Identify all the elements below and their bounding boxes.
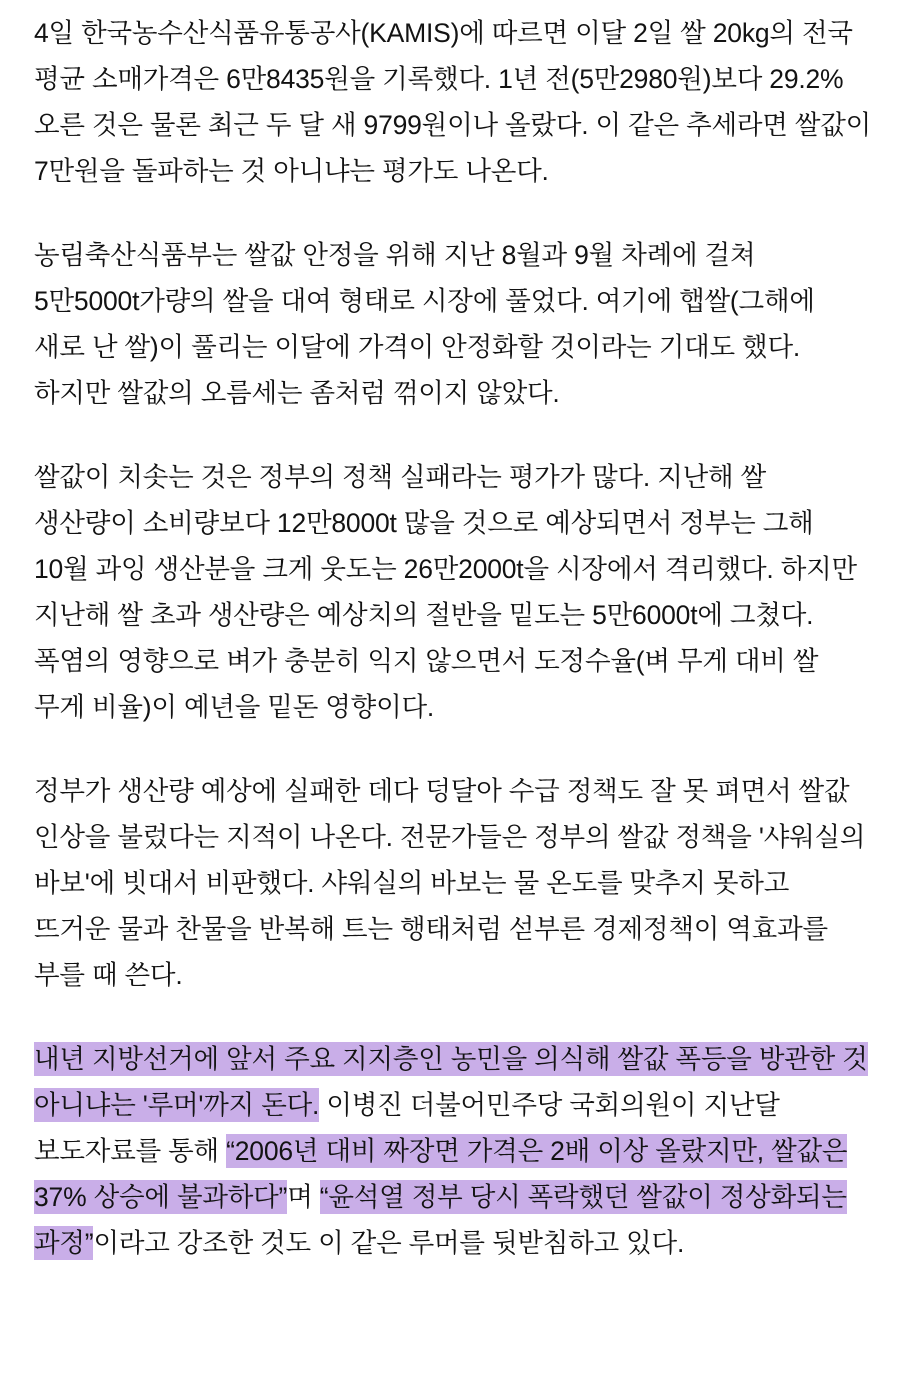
paragraph-text: 4일 한국농수산식품유통공사(KAMIS)에 따르면 이달 2일 쌀 20kg의 전국 평균 소매가격은 6만8435원을 기록했다. 1년 전(5만2980원)보다 29.2% 오른 것은 물론 최근 두 달 새 9799원이나 올랐다. 이 같은 추세라면 쌀값이 7만원을 돌파하는 것 아니냐는 평가도 나온다. [34,18,872,186]
highlighted-text[interactable]: “윤석열 정부 당시 폭락했던 쌀값이 정상화되는 과정” [34,1182,847,1258]
highlighted-text[interactable]: “2006년 대비 짜장면 가격은 2배 이상 올랐지만, 쌀값은 37% 상승에 불과하다” [34,1136,848,1212]
paragraph-text: 이병진 더불어민주당 국회의원이 지난달 보도자료를 통해 [34,1090,780,1166]
article-paragraph [34,10,872,194]
paragraph-text: 쌀값이 치솟는 것은 정부의 정책 실패라는 평가가 많다. 지난해 쌀 생산량이 소비량보다 12만8000t 많을 것으로 예상되면서 정부는 그해 10월 과잉 생산분을 크게 웃도는 26만2000t을 시장에서 격리했다. 하지만 지난해 쌀 초과 생산량은 예상치의 절반을 밑도는 5만6000t에 그쳤다. 폭염의 영향으로 벼가 충분히 익지 않으면서 도정수율(벼 무게 대비 쌀 무게 비율)이 예년을 밑돈 영향이다. [34,462,857,722]
article-paragraph [34,454,872,730]
highlighted-text[interactable]: 내년 지방선거에 앞서 주요 지지층인 농민을 의식해 쌀값 폭등을 방관한 것 아니냐는 '루머'까지 돈다. [34,1044,868,1120]
paragraph-text: 농림축산식품부는 쌀값 안정을 위해 지난 8월과 9월 차례에 걸쳐 5만5000t가량의 쌀을 대여 형태로 시장에 풀었다. 여기에 햅쌀(그해에 새로 난 쌀)이 풀리는 이달에 가격이 안정화할 것이라는 기대도 했다. 하지만 쌀값의 오름세는 좀처럼 꺾이지 않았다. [34,240,815,408]
paragraph-text: 이라고 강조한 것도 이 같은 루머를 뒷받침하고 있다. [93,1228,685,1258]
paragraph-text: 정부가 생산량 예상에 실패한 데다 덩달아 수급 정책도 잘 못 펴면서 쌀값 인상을 불렀다는 지적이 나온다. 전문가들은 정부의 쌀값 정책을 '샤워실의 바보'에 빗대서 비판했다. 샤워실의 바보는 물 온도를 맞추지 못하고 뜨거운 물과 찬물을 반복해 트는 행태처럼 섣부른 경제정책이 역효과를 부를 때 쓴다. [34,776,866,990]
article-paragraph [34,768,872,998]
article-paragraph [34,232,872,416]
paragraph-list [34,10,872,1266]
article-paragraph [34,1036,872,1266]
paragraph-text: 며 [287,1182,320,1212]
